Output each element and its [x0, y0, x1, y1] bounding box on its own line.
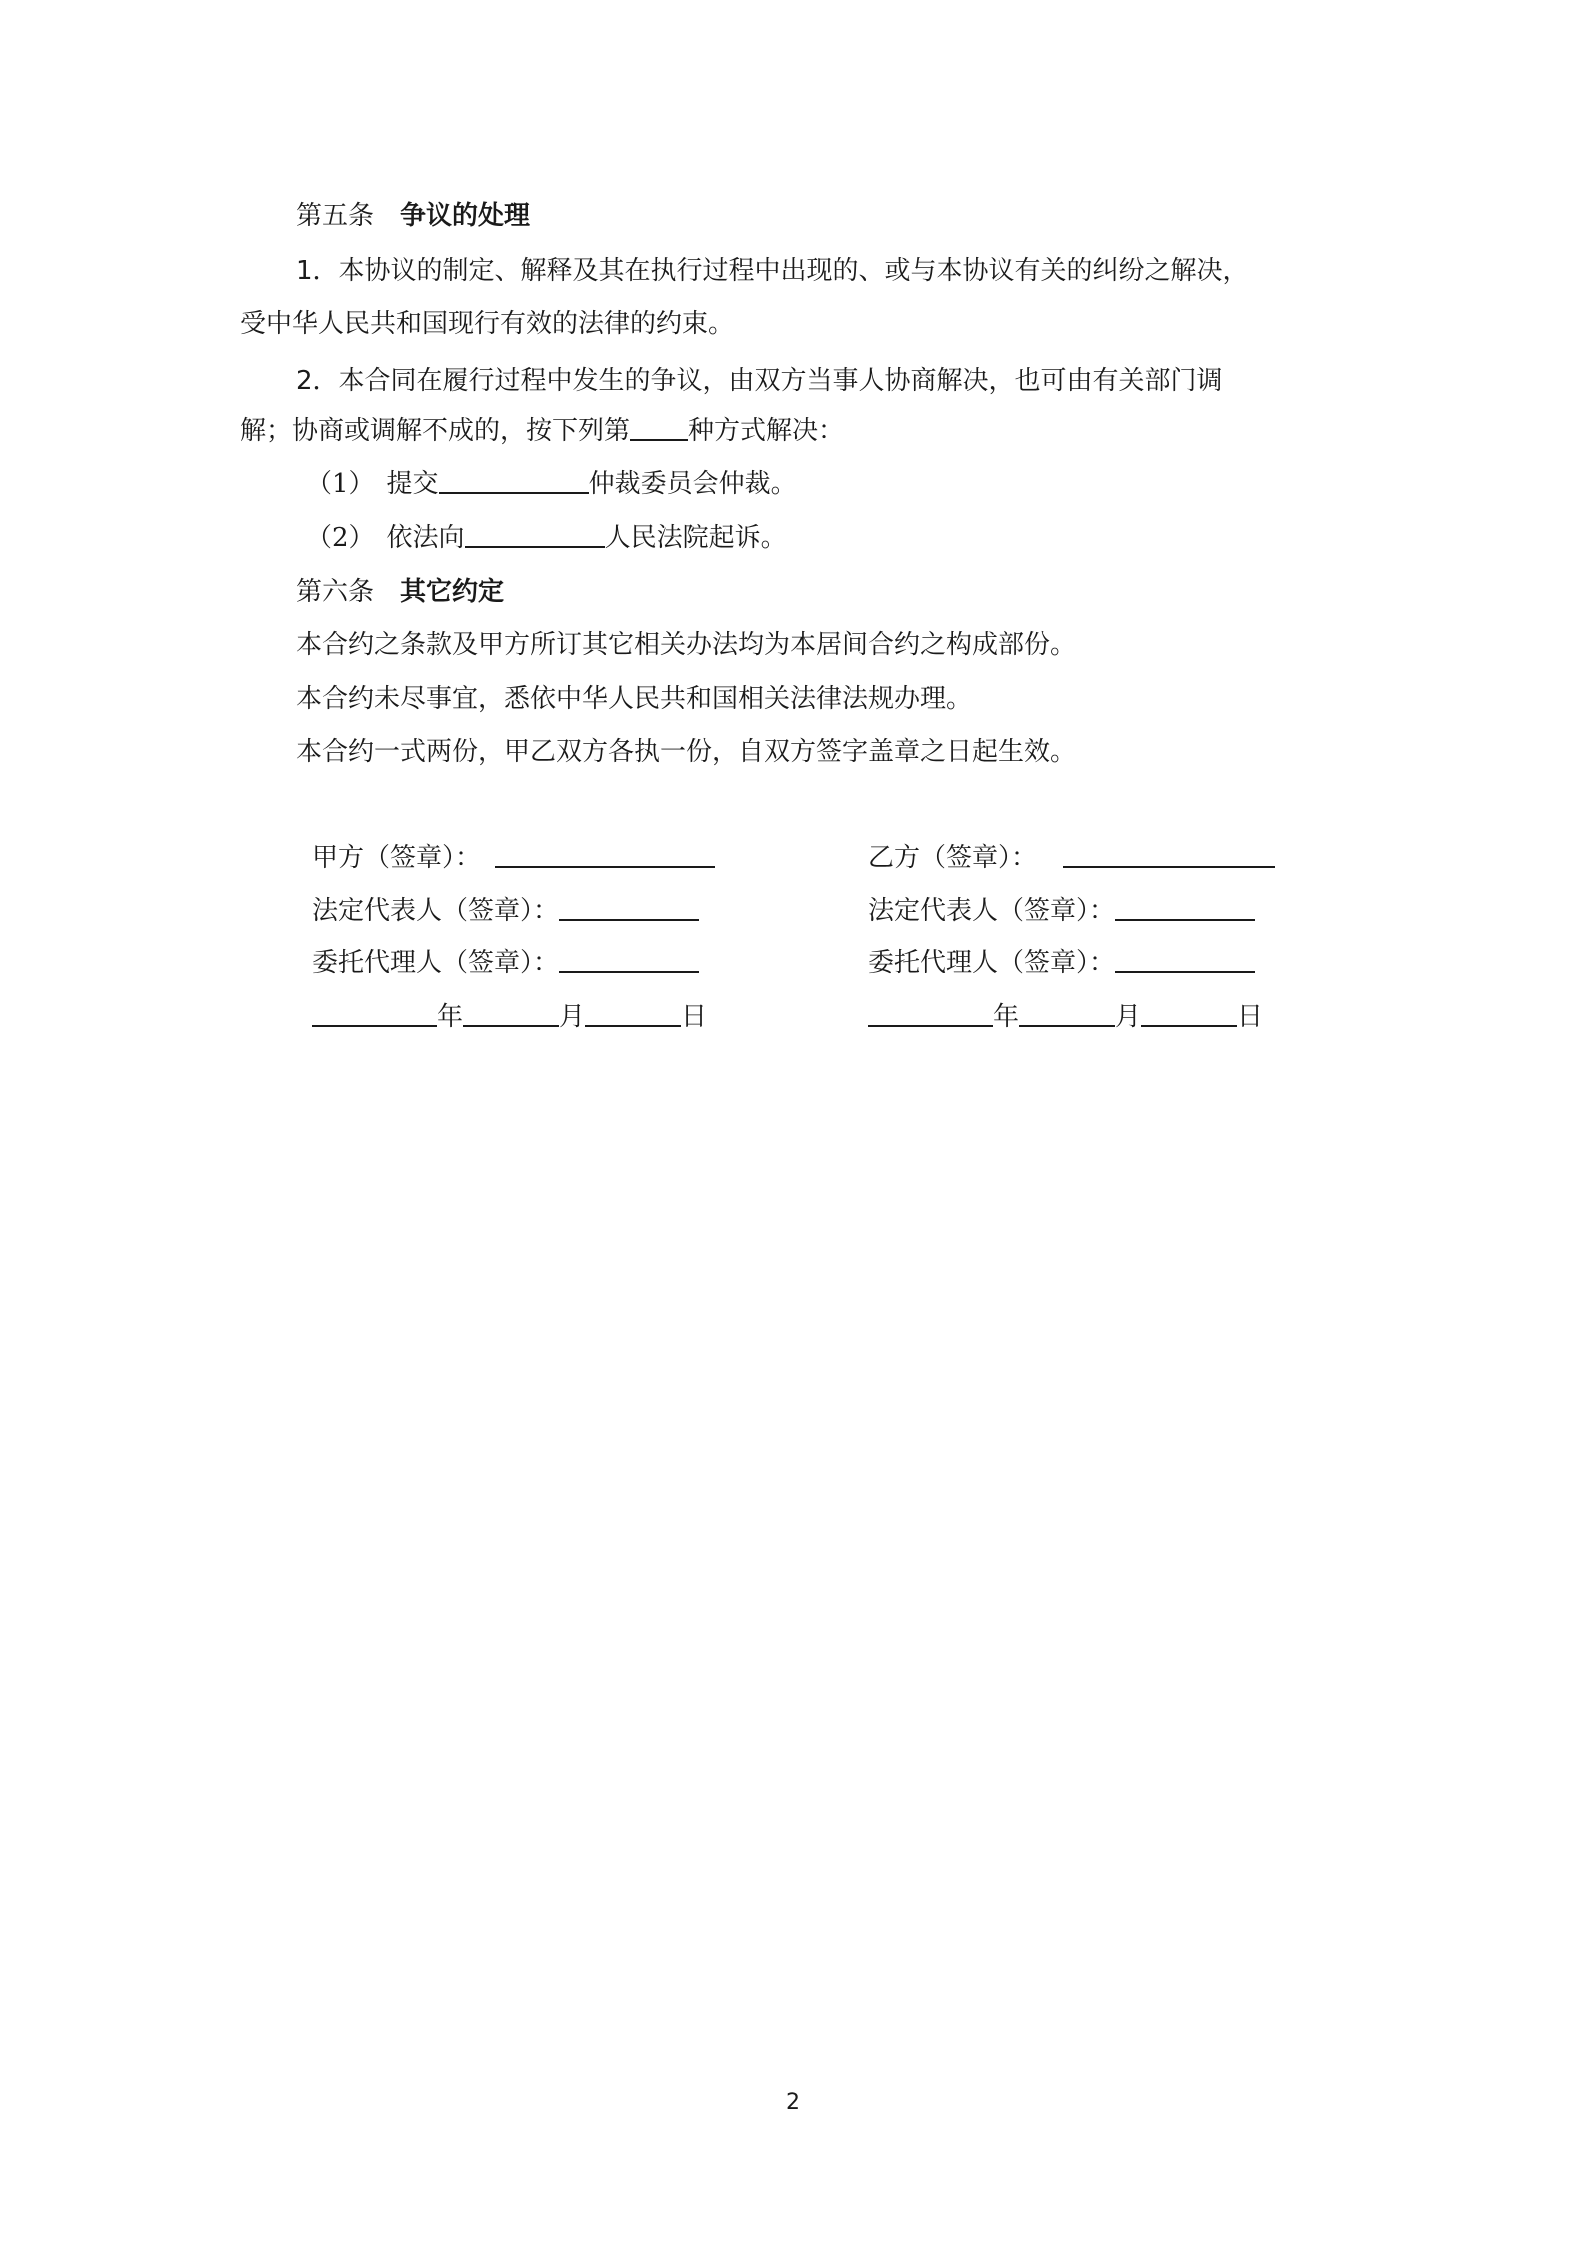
party-a-year-label: 年: [437, 1002, 464, 1032]
party-b-signature: [868, 840, 1275, 876]
party-a-day-blank[interactable]: [585, 999, 681, 1027]
article5-p1-line1: 1．本协议的制定、解释及其在执行过程中出现的、或与本协议有关的纠纷之解决，: [296, 256, 1249, 286]
article6-line2: 本合约未尽事宜，悉依中华人民共和国相关法律法规办理。: [296, 684, 973, 714]
party-a-agent-blank[interactable]: [559, 945, 699, 973]
party-b-agent: [868, 945, 1255, 981]
party-a-label: 甲方（签章）：: [312, 843, 482, 873]
party-b-year-label: 年: [993, 1002, 1020, 1032]
article5-p1-line2: 受中华人民共和国现行有效的法律的约束。: [240, 309, 735, 339]
party-a-legal-rep: [312, 893, 699, 929]
article5-p2-line1: 2．本合同在履行过程中发生的争议，由双方当事人协商解决，也可由有关部门调: [296, 366, 1223, 396]
option-1-text-a: 提交: [386, 469, 439, 499]
party-a-month-label: 月: [559, 1002, 586, 1032]
party-b-legal-rep: [868, 893, 1255, 929]
party-a-signature-blank[interactable]: [495, 840, 715, 868]
option-1-text-b: 仲裁委员会仲裁。: [588, 469, 797, 499]
article5-p2-text-a: 解；协商或调解不成的，按下列第: [240, 416, 631, 446]
party-a-agent-label: 委托代理人（签章）：: [312, 948, 560, 978]
court-name-blank[interactable]: [465, 520, 605, 548]
party-a-day-label: 日: [681, 1002, 708, 1032]
article5-heading: [296, 198, 530, 234]
arbitration-commission-blank[interactable]: [439, 466, 589, 494]
option-number-blank[interactable]: [630, 413, 688, 441]
party-b-year-blank[interactable]: [868, 999, 993, 1027]
page-number: 2: [786, 2090, 800, 2115]
option-2-text-b: 人民法院起诉。: [604, 523, 787, 553]
party-b-legal-rep-blank[interactable]: [1115, 893, 1255, 921]
article5-title: 争议的处理: [400, 201, 531, 231]
article6-heading: [296, 574, 504, 610]
party-b-day-label: 日: [1237, 1002, 1264, 1032]
article5-p2-text-b: 种方式解决：: [688, 416, 845, 446]
party-b-legal-rep-label: 法定代表人（签章）：: [868, 896, 1116, 926]
party-b-month-label: 月: [1115, 1002, 1142, 1032]
party-a-date: [312, 999, 707, 1035]
article6-line1: 本合约之条款及甲方所订其它相关办法均为本居间合约之构成部份。: [296, 630, 1077, 660]
party-a-year-blank[interactable]: [312, 999, 437, 1027]
party-a-month-blank[interactable]: [463, 999, 559, 1027]
article6-line3: 本合约一式两份，甲乙双方各执一份，自双方签字盖章之日起生效。: [296, 737, 1077, 767]
option-2-text-a: 依法向: [386, 523, 465, 553]
option-2-number: （2）: [306, 523, 375, 553]
article6-title: 其它约定: [400, 577, 505, 607]
option-2: [306, 520, 787, 556]
article5-p2-line2: [240, 413, 844, 449]
party-b-label: 乙方（签章）：: [868, 843, 1038, 873]
party-b-day-blank[interactable]: [1141, 999, 1237, 1027]
party-a-agent: [312, 945, 699, 981]
option-1: [306, 466, 797, 502]
party-b-agent-label: 委托代理人（签章）：: [868, 948, 1116, 978]
party-a-legal-rep-blank[interactable]: [559, 893, 699, 921]
article5-label: 第五条: [296, 201, 375, 231]
party-b-date: [868, 999, 1263, 1035]
party-b-agent-blank[interactable]: [1115, 945, 1255, 973]
party-a-legal-rep-label: 法定代表人（签章）：: [312, 896, 560, 926]
party-b-month-blank[interactable]: [1019, 999, 1115, 1027]
option-1-number: （1）: [306, 469, 375, 499]
article6-label: 第六条: [296, 577, 375, 607]
party-a-signature: [312, 840, 715, 876]
party-b-signature-blank[interactable]: [1063, 840, 1275, 868]
